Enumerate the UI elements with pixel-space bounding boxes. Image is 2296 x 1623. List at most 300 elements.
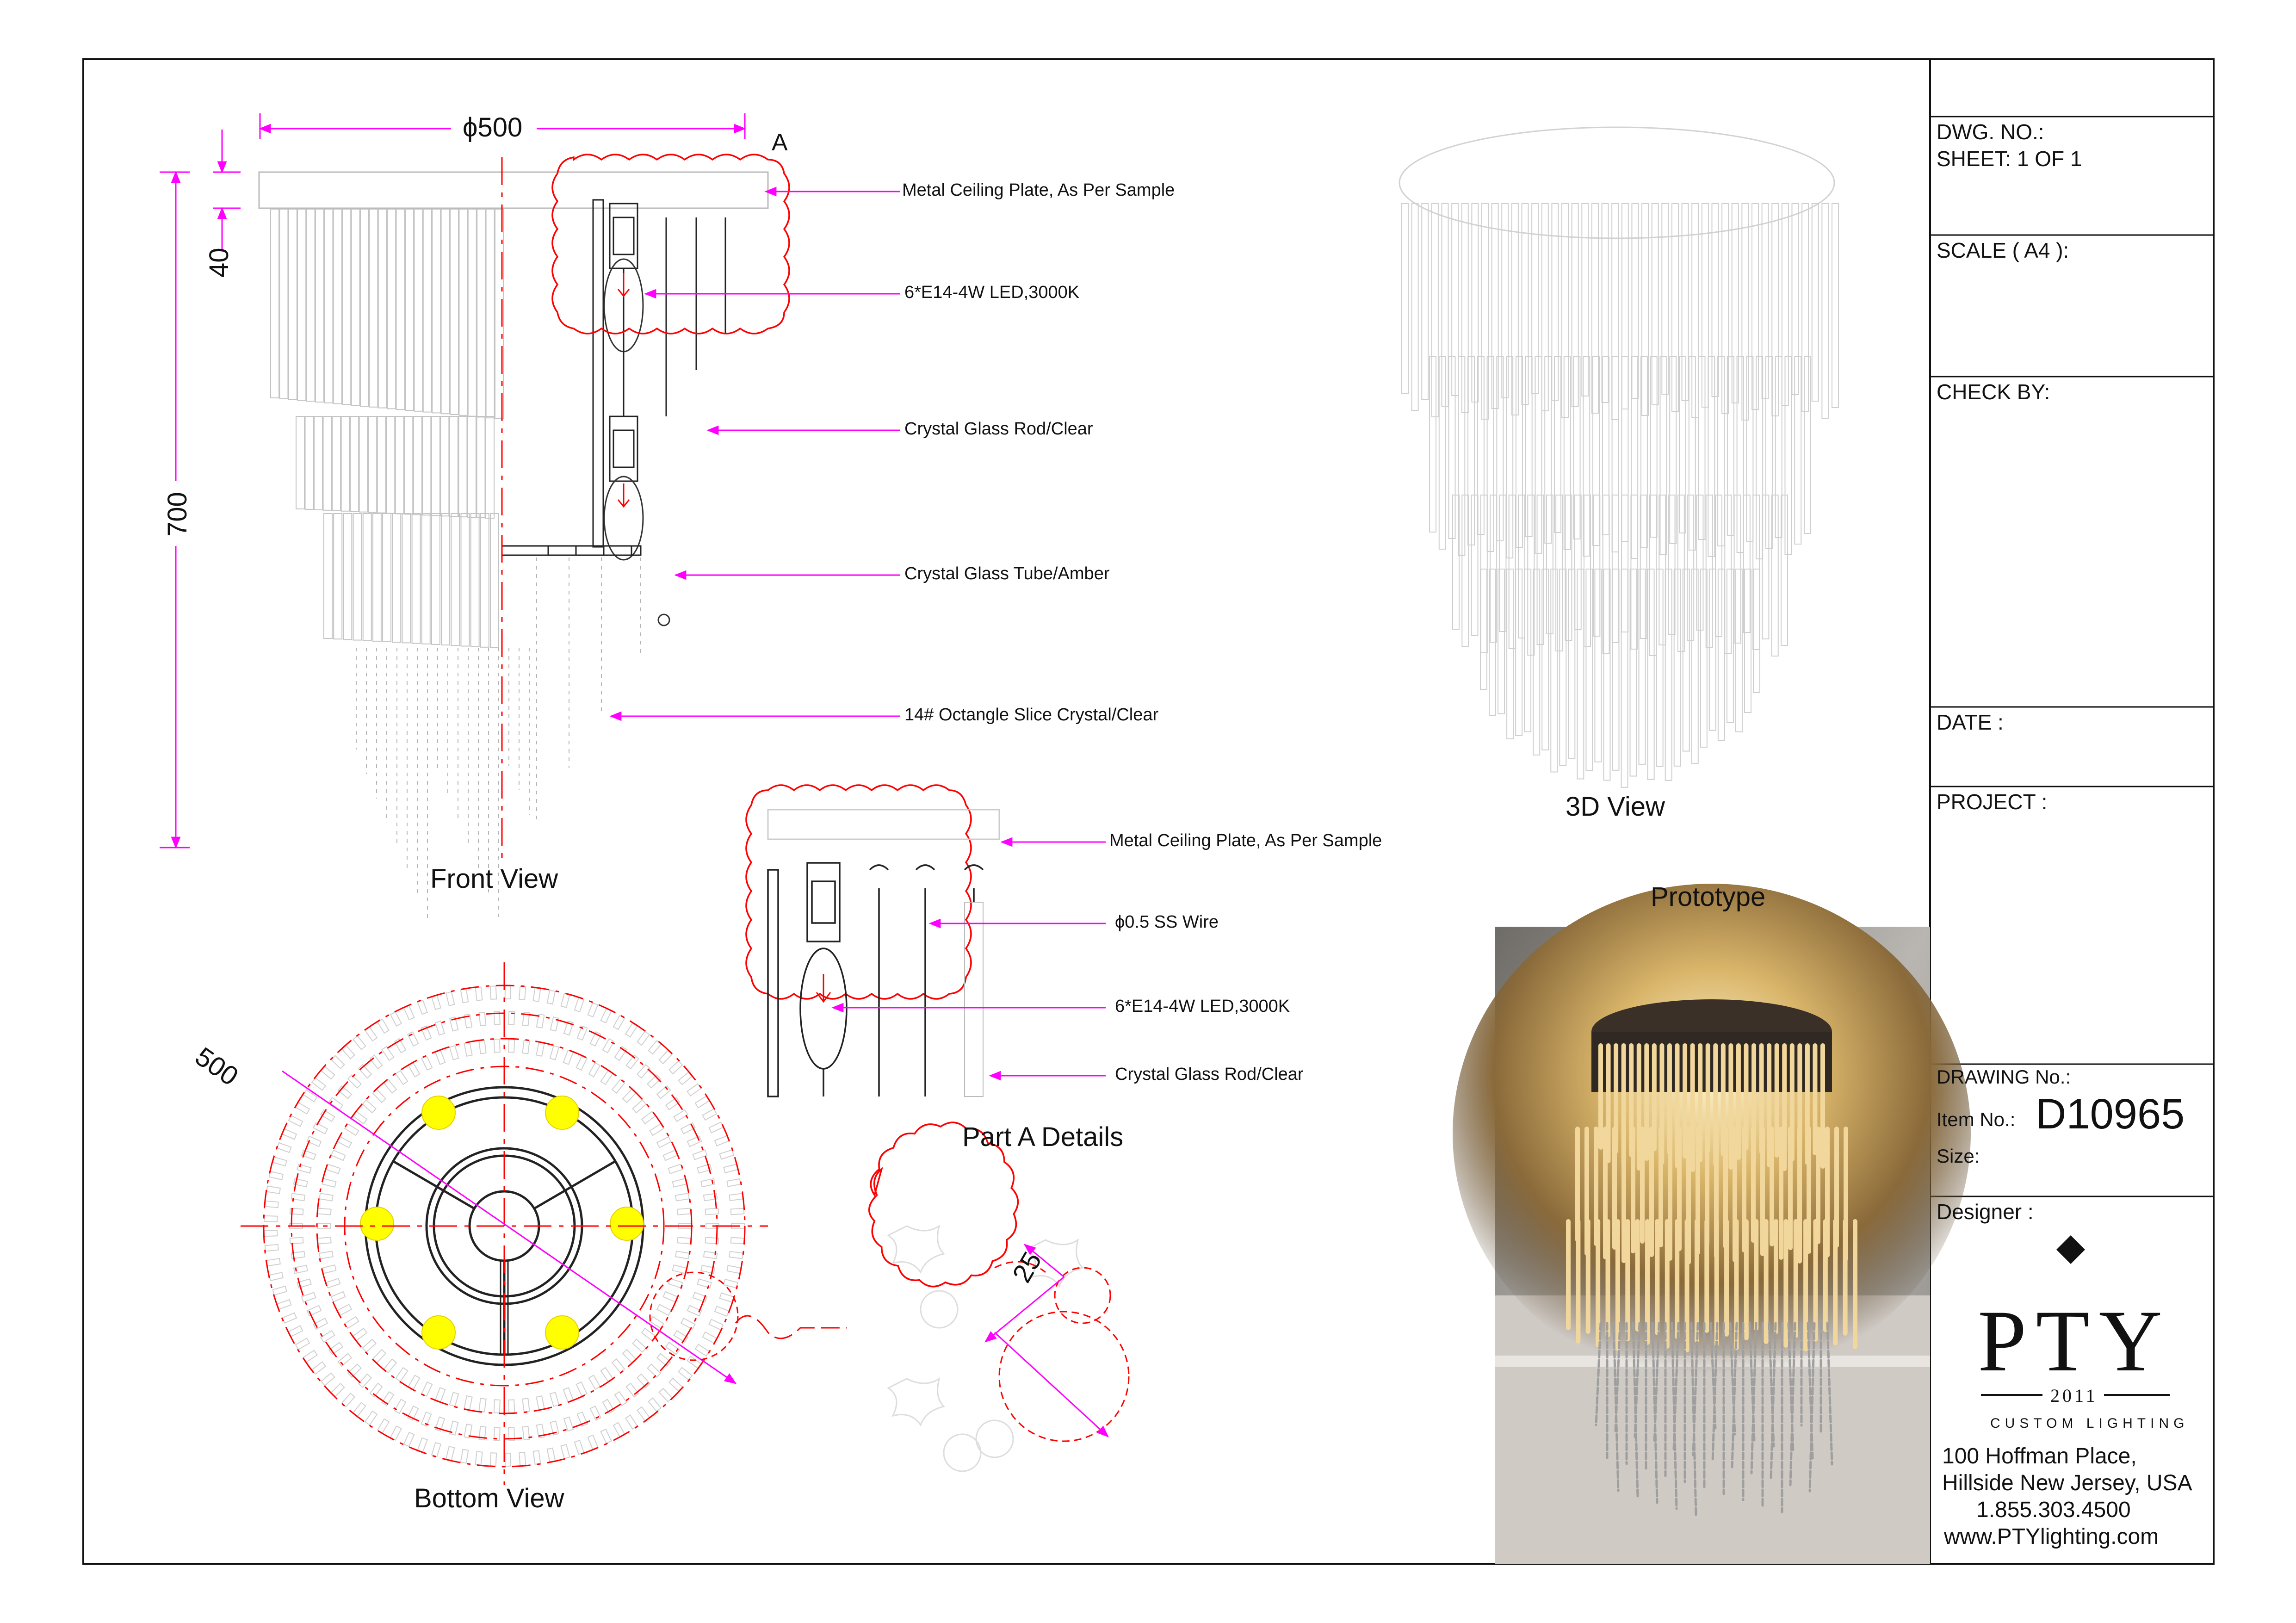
bottom-rod (588, 1435, 598, 1449)
glass-rod (441, 514, 450, 645)
bottom-rod (337, 1304, 351, 1315)
three-d-rod (1812, 204, 1819, 401)
callout-glass-rod: Crystal Glass Rod/Clear (904, 419, 1093, 439)
bottom-rod (533, 1450, 541, 1464)
bottom-rod (396, 1071, 408, 1084)
three-d-rod (1547, 495, 1553, 634)
sheet-label: SHEET: 1 OF 1 (1937, 147, 2082, 171)
address-line-1: 100 Hoffman Place, (1942, 1444, 2137, 1468)
bottom-rod (637, 1031, 649, 1045)
glass-rod (360, 209, 369, 406)
bottom-rod (551, 1017, 559, 1031)
bottom-rod (681, 1318, 695, 1329)
bottom-diameter-line (282, 1071, 736, 1383)
bottom-rod (418, 1000, 427, 1014)
bottom-rod (390, 1426, 402, 1440)
glass-rod (289, 209, 297, 400)
bottom-rod (404, 1006, 414, 1020)
three-d-rod (1742, 204, 1748, 420)
bottom-rod (494, 1039, 500, 1052)
glass-rod (450, 416, 458, 516)
glass-rod (296, 416, 304, 509)
total-height-dimension: 700 (162, 492, 192, 537)
glass-rod (477, 209, 485, 417)
bottom-rod (390, 1012, 402, 1026)
bottom-rod (550, 1392, 559, 1406)
bottom-rod (331, 1292, 345, 1302)
bottom-rod (727, 1179, 741, 1187)
bottom-rod (697, 1279, 711, 1288)
bottom-rod (657, 1354, 670, 1366)
bottom-rod (418, 1438, 427, 1452)
glass-rod (271, 209, 279, 398)
bottom-rod (505, 1453, 511, 1466)
three-d-rod (1577, 569, 1584, 779)
front-small-circle (658, 614, 669, 626)
front-view-title: Front View (430, 864, 558, 894)
three-d-rod (1556, 495, 1562, 651)
website: www.PTYlighting.com (1944, 1524, 2159, 1549)
bottom-rod (435, 1388, 445, 1401)
three-d-rod (1516, 569, 1522, 736)
bottom-rod (589, 1063, 600, 1077)
three-d-view-drawing (1399, 127, 1838, 787)
bottom-rod (637, 1374, 650, 1388)
bottom-rod (657, 1137, 671, 1148)
bottom-rod (321, 1373, 334, 1386)
glass-rod (432, 416, 440, 515)
glass-rod (405, 209, 414, 410)
three-d-rod (1412, 204, 1418, 410)
bottom-rod (601, 1009, 612, 1022)
bottom-rod (479, 1040, 486, 1053)
bottom-rod (706, 1208, 719, 1215)
bottom-rod (353, 1036, 366, 1049)
detail-callout-glass-rod: Crystal Glass Rod/Clear (1115, 1065, 1304, 1084)
bottom-rod (523, 1426, 530, 1440)
three-d-rod (1552, 204, 1558, 400)
bottom-rod (576, 1382, 587, 1396)
bottom-rod (461, 989, 469, 1003)
bottom-rod (675, 1251, 689, 1258)
three-d-rod (1792, 204, 1798, 395)
three-d-rod (1832, 204, 1838, 408)
designer-label: Designer : (1937, 1200, 2034, 1224)
three-d-rod (1657, 569, 1663, 767)
glass-rod (323, 416, 332, 510)
three-d-rod (1442, 204, 1448, 406)
bottom-rod (450, 1392, 458, 1406)
bottom-rod (589, 1375, 600, 1389)
bottom-rod (446, 1446, 454, 1460)
front-width-dimension: ϕ500 (463, 112, 523, 142)
glass-rod (477, 416, 485, 518)
glass-rod (332, 416, 340, 511)
bottom-rod (494, 1400, 500, 1412)
bottom-rod (536, 1042, 544, 1056)
three-d-rod (1795, 356, 1801, 544)
three-d-rod (1696, 495, 1703, 630)
three-d-rod (1679, 356, 1686, 533)
bottom-rod (590, 1406, 601, 1420)
bottom-rod (561, 1444, 570, 1458)
bottom-rod (476, 987, 483, 1000)
bottom-rod (479, 1399, 486, 1412)
glass-rod (432, 209, 440, 413)
bottom-rod (296, 1338, 309, 1350)
scale-label: SCALE ( A4 ): (1937, 238, 2069, 262)
bottom-rod (626, 1383, 639, 1397)
bottom-rod (479, 1012, 486, 1026)
callout-led: 6*E14-4W LED,3000K (904, 283, 1080, 302)
bottom-rod (687, 1136, 701, 1146)
bottom-rod (273, 1286, 287, 1295)
detail-b-connector (736, 1316, 847, 1338)
pty-tagline: CUSTOM LIGHTING (1990, 1416, 2189, 1431)
bottom-rod (265, 1245, 278, 1251)
bottom-rod (729, 1251, 743, 1258)
bottom-rod (679, 1368, 692, 1380)
bottom-view-title: Bottom View (414, 1483, 564, 1513)
bottom-rod (396, 1368, 408, 1381)
bottom-rod (724, 1279, 737, 1288)
bottom-rod (659, 1388, 672, 1402)
three-d-rod (1542, 569, 1548, 750)
front-lamp-holders (502, 200, 725, 560)
three-d-rod (1802, 204, 1808, 412)
glass-rod (386, 416, 395, 514)
bottom-rod (395, 1400, 406, 1413)
three-d-rod (1612, 356, 1619, 552)
three-d-rod (1492, 204, 1498, 409)
bottom-rod (601, 1429, 612, 1443)
bottom-rod (421, 1382, 432, 1396)
bottom-rod (277, 1143, 291, 1152)
front-view-drawing (160, 113, 900, 921)
bottom-rod (363, 1100, 376, 1113)
bottom-rod (265, 1201, 278, 1208)
bottom-rod (647, 1075, 660, 1088)
bottom-rod (715, 1306, 729, 1316)
bottom-rod (508, 1039, 514, 1052)
three-d-rod (1562, 204, 1568, 417)
bottom-rod (720, 1293, 734, 1302)
bottom-rod (266, 1186, 280, 1194)
bottom-rod (476, 1451, 483, 1465)
bottom-rod (408, 1375, 420, 1389)
glass-rod (432, 514, 440, 644)
prototype-photo (1453, 884, 1971, 1564)
detail-callout-wire: ϕ0.5 SS Wire (1115, 912, 1219, 932)
bottom-rod (505, 986, 511, 999)
bottom-rod (603, 1039, 614, 1053)
prototype-title: Prototype (1651, 882, 1766, 912)
bottom-rod (269, 1171, 283, 1180)
glass-rod (368, 416, 377, 513)
bottom-rod (289, 1115, 303, 1126)
bottom-diameter-dimension: 500 (190, 1041, 244, 1092)
bottom-rod (450, 1046, 458, 1059)
front-tier-1-rods (271, 209, 503, 419)
part-a-detail-drawing (746, 785, 1106, 1096)
bottom-rod (727, 1265, 741, 1273)
glass-rod (471, 514, 479, 647)
bottom-rod (319, 1193, 333, 1201)
glass-rod (459, 209, 467, 415)
three-d-rod (1648, 569, 1654, 780)
three-d-rod (1572, 204, 1578, 407)
glass-rod (369, 209, 378, 407)
bottom-rod (282, 1313, 296, 1323)
bottom-rod (703, 1109, 717, 1120)
bottom-rod (490, 986, 496, 999)
bottom-rod (321, 1331, 334, 1342)
bottom-rod (693, 1150, 707, 1160)
glass-rod (353, 514, 362, 640)
glass-rod (451, 514, 459, 645)
glass-rod (422, 514, 430, 644)
glass-rod (458, 416, 467, 517)
glass-rod (363, 514, 371, 641)
glass-rod (324, 209, 333, 403)
three-d-rod (1439, 356, 1446, 549)
glass-rod (486, 209, 495, 418)
glass-rod (383, 514, 391, 642)
bottom-rod (464, 1396, 472, 1410)
bottom-rod (731, 1238, 744, 1244)
three-d-rod (1432, 204, 1438, 417)
glass-rod (461, 514, 469, 646)
bottom-rod (322, 1265, 336, 1273)
bottom-rod (329, 1342, 343, 1354)
bottom-rod (266, 1258, 280, 1266)
front-dimension-lines (160, 113, 745, 848)
bottom-rod (563, 1050, 573, 1064)
bottom-rod (663, 1150, 677, 1160)
three-d-rod (1683, 569, 1690, 751)
bottom-rod (695, 1344, 709, 1356)
bottom-rod (550, 1046, 559, 1059)
three-d-rod (1718, 569, 1725, 741)
address-line-2: Hillside New Jersey, USA (1942, 1471, 2192, 1495)
glass-rod (490, 514, 499, 648)
bottom-rod (563, 1388, 573, 1401)
three-d-rod (1753, 569, 1760, 693)
bottom-rod (302, 1292, 316, 1302)
plate-height-dimension: 40 (204, 248, 234, 278)
size-label: Size: (1937, 1145, 1980, 1167)
glass-rod (387, 209, 396, 409)
glass-rod (422, 416, 431, 515)
three-d-rod (1509, 495, 1516, 649)
bottom-rod (724, 1164, 737, 1173)
bottom-rod (657, 1086, 670, 1098)
bottom-rod (313, 1123, 327, 1134)
glass-rod (342, 209, 351, 404)
three-d-rod (1595, 569, 1601, 762)
glass-rod (404, 416, 413, 514)
glass-rod (373, 514, 381, 641)
bottom-rod (547, 990, 555, 1004)
bottom-rod (370, 1055, 383, 1069)
detail-callout-ceiling-plate: Metal Ceiling Plate, As Per Sample (1109, 831, 1382, 850)
bottom-rod (632, 1339, 646, 1352)
glass-rod (440, 416, 449, 516)
bottom-rod (435, 1021, 445, 1035)
three-d-rod (1621, 569, 1628, 787)
glass-rod (343, 514, 352, 639)
glass-rod (414, 416, 422, 514)
three-d-rod (1708, 356, 1714, 557)
three-d-rod (1621, 495, 1628, 632)
three-d-rod (1498, 569, 1504, 714)
bottom-rod (461, 1450, 469, 1463)
front-leader-lines (611, 192, 900, 716)
bottom-rod (677, 1237, 691, 1244)
glass-rod (468, 209, 477, 416)
glass-rod (468, 416, 476, 517)
glass-rod (396, 209, 405, 409)
bottom-rod (264, 1216, 277, 1222)
bottom-rod (709, 1122, 723, 1133)
bottom-rod (326, 1164, 340, 1173)
bottom-rod (450, 1421, 458, 1435)
three-d-rod (1612, 204, 1618, 420)
bottom-rod (432, 1443, 441, 1456)
three-d-rod (1551, 569, 1557, 772)
detail-b-circle (650, 1272, 738, 1360)
bottom-rod (673, 1178, 687, 1187)
three-d-rod (1736, 569, 1742, 732)
three-d-rod (1518, 495, 1525, 638)
bottom-rod (370, 1383, 383, 1397)
bottom-rod (647, 1364, 660, 1377)
bottom-rod (326, 1278, 340, 1288)
bottom-rod (408, 1032, 418, 1046)
glass-rod (450, 209, 458, 415)
glass-rod (307, 209, 315, 401)
bottom-rod (319, 1251, 333, 1258)
bottom-rod (322, 1178, 336, 1187)
bottom-view-drawing (241, 962, 847, 1485)
three-d-rod (1622, 204, 1628, 409)
three-d-rod (1662, 204, 1668, 394)
callout-octangle-crystal: 14# Octangle Slice Crystal/Clear (904, 705, 1159, 725)
bottom-rod (663, 1292, 677, 1302)
three-d-rod (1526, 356, 1532, 537)
bottom-rod (421, 1056, 432, 1070)
bottom-rod (446, 992, 454, 1006)
three-d-rod (1725, 495, 1731, 654)
three-d-rod (1621, 356, 1628, 541)
bottom-rod (519, 986, 526, 1000)
glass-rod (486, 416, 494, 518)
three-d-rod (1554, 356, 1561, 533)
bottom-rod (632, 1100, 646, 1113)
bottom-rod (490, 1453, 496, 1466)
bottom-rod (318, 1208, 331, 1215)
glass-rod (359, 416, 368, 512)
bottom-rod (318, 1237, 331, 1244)
bottom-rod (731, 1208, 744, 1215)
bottom-rod (331, 1150, 345, 1160)
bottom-rod (720, 1150, 734, 1159)
bottom-rod (359, 1374, 371, 1388)
item-no-label: Item No.: (1937, 1109, 2016, 1130)
bottom-rod (729, 1194, 743, 1201)
bottom-rod (613, 1423, 625, 1437)
bottom-rod (657, 1304, 671, 1315)
part-a-cloud (746, 785, 971, 999)
glass-rod (350, 416, 359, 512)
detail-a-cloud (552, 155, 789, 334)
glass-rod (324, 514, 332, 638)
bottom-rod (519, 1452, 526, 1466)
bottom-rod (615, 1392, 627, 1406)
glass-rod (392, 514, 401, 642)
bottom-rod (637, 1065, 650, 1078)
three-d-rod (1537, 495, 1544, 644)
three-d-rod (1402, 204, 1408, 393)
glass-rod (334, 514, 342, 639)
glass-rod (396, 416, 404, 514)
bottom-rod (365, 1411, 377, 1425)
drawing-no-label: DRAWING No.: (1937, 1066, 2071, 1088)
callout-ceiling-plate: Metal Ceiling Plate, As Per Sample (902, 180, 1175, 200)
bottom-rod (588, 1003, 598, 1016)
bottom-rod (709, 1319, 723, 1330)
bottom-rod (404, 1432, 414, 1446)
glass-rod (316, 209, 324, 402)
bottom-rod (345, 1317, 359, 1328)
glass-rod (352, 209, 360, 405)
three-d-rod (1732, 204, 1739, 403)
bottom-rod (435, 1050, 445, 1064)
three-d-rod (1678, 495, 1684, 651)
bottom-rod (303, 1090, 317, 1102)
dwg-no-label: DWG. NO.: (1937, 120, 2044, 144)
three-d-rod (1612, 569, 1619, 770)
glass-rod (305, 416, 314, 509)
bottom-rod (296, 1103, 309, 1114)
bottom-rod (673, 1265, 687, 1273)
bottom-rod (277, 1300, 291, 1309)
project-label: PROJECT : (1937, 790, 2048, 814)
bottom-rod (649, 1398, 661, 1412)
check-by-label: CHECK BY: (1937, 380, 2050, 404)
bottom-rod (564, 1417, 573, 1431)
bottom-rod (575, 1440, 584, 1454)
phone: 1.855.303.4500 (1976, 1498, 2131, 1522)
three-d-rod (1502, 204, 1508, 398)
front-tier-3-rods (324, 514, 499, 648)
magnified-detail (869, 1122, 1129, 1471)
bottom-rod (290, 1237, 303, 1244)
bottom-rod (522, 1040, 529, 1053)
three-d-rod (1692, 569, 1698, 763)
bottom-rod (669, 1061, 682, 1074)
glass-rod (414, 209, 422, 411)
bottom-rod (338, 1086, 352, 1098)
pty-logo-text: PTY (1978, 1293, 2172, 1390)
spacing-dimension: 25 (1006, 1246, 1048, 1288)
detail-callout-led: 6*E14-4W LED,3000K (1115, 997, 1290, 1016)
bottom-rod (677, 1208, 691, 1215)
bottom-rod (536, 1396, 544, 1410)
glass-rod (412, 514, 421, 644)
pty-logo-year: 2011 (2050, 1385, 2098, 1406)
three-d-rod (1586, 569, 1592, 771)
